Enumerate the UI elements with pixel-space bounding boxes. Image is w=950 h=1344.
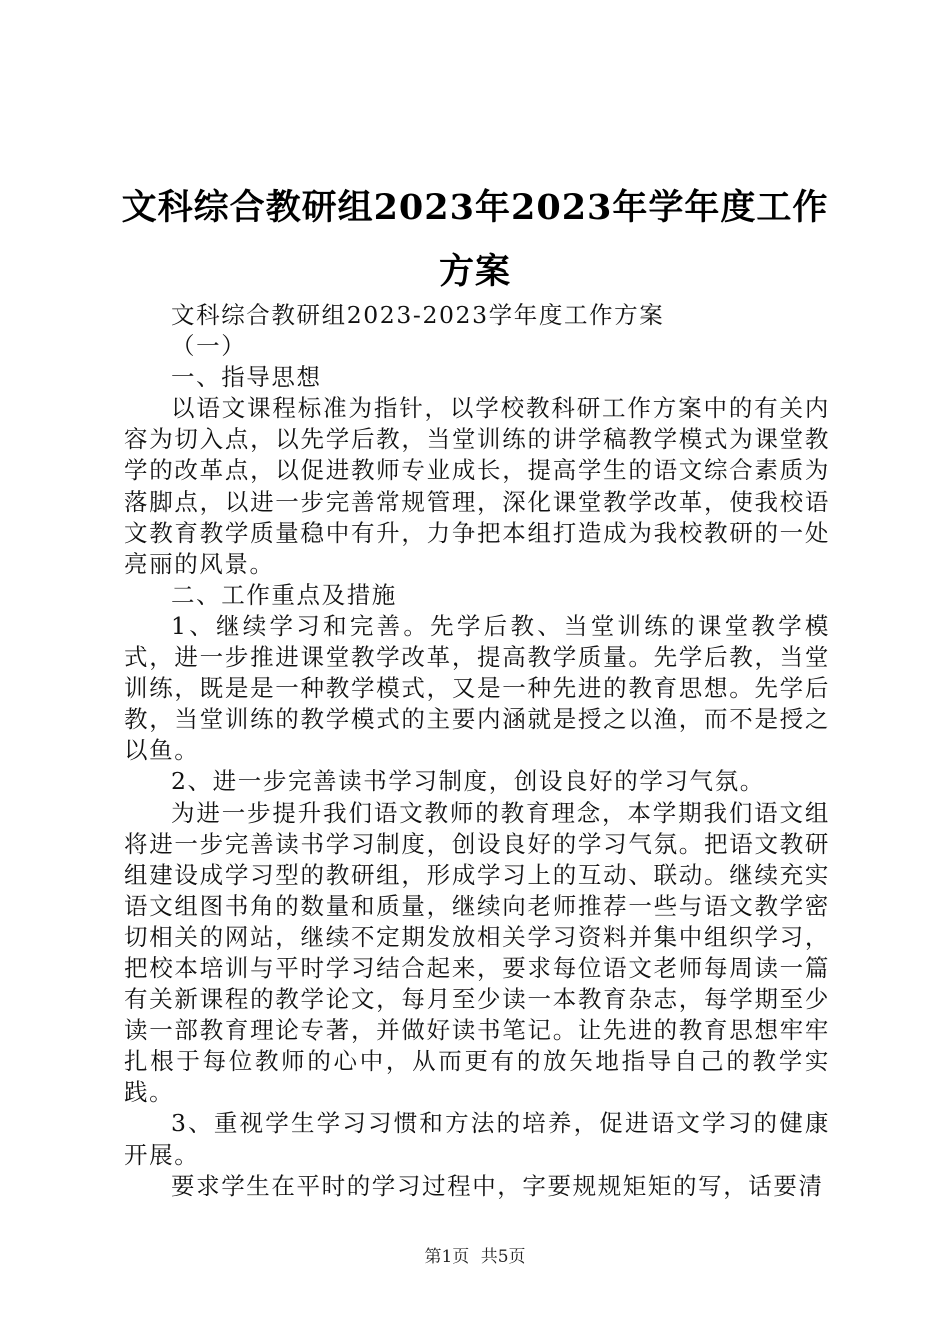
body-paragraph: 要求学生在平时的学习过程中，字要规规矩矩的写，话要清 bbox=[171, 1171, 824, 1200]
section-heading: 二、工作重点及措施 bbox=[171, 580, 397, 609]
body-paragraph: 3、重视学生学习习惯和方法的培养，促进语文学习的健康开展。 bbox=[124, 1109, 830, 1169]
page-footer bbox=[0, 1242, 950, 1267]
body-paragraph: 2、进一步完善读书学习制度，创设良好的学习气氛。 bbox=[171, 767, 765, 796]
page-total: 共5页 bbox=[480, 1247, 526, 1267]
subtitle-paragraph: 文科综合教研组2023-2023学年度工作方案 bbox=[171, 301, 665, 329]
body-paragraph: 以语文课程标准为指针，以学校教科研工作方案中的有关内容为切入点，以先学后教，当堂训练的讲学稿教学模式为课堂教学的改革点，以促进教师专业成长，提高学生的语文综合素质为落脚点，以进一步完善常规管理，深化课堂教学改革，使我校语文教育教学质量稳中有升，力争把本组打造成为我校教研的一处亮丽的风景。 bbox=[124, 394, 830, 578]
body-paragraph: 为进一步提升我们语文教师的教育理念，本学期我们语文组将进一步完善读书学习制度，创设良好的学习气氛。把语文教研组建设成学习型的教研组，形成学习上的互动、联动。继续充实语文组图书角的数量和质量，继续向老师推荐一些与语文教学密切相关的网站，继续不定期发放相关学习资料并集中组织学习，把校本培训与平时学习结合起来，要求每位语文老师每周读一篇有关新课程的教学论文，每月至少读一本教育杂志，每学期至少读一部教育理论专著，并做好读书笔记。让先进的教育思想牢牢扎根于每位教师的心中，从而更有的放矢地指导自己的教学实践。 bbox=[124, 798, 830, 1107]
document-title: 文科综合教研组2023年2023年学年度工作方案 bbox=[121, 187, 829, 292]
section-marker: （一） bbox=[171, 332, 247, 361]
document-body bbox=[124, 300, 830, 1202]
body-paragraph: 1、继续学习和完善。先学后教、当堂训练的课堂教学模式，进一步推进课堂教学改革，提高教学质量。先学后教，当堂训练，既是是一种教学模式，又是一种先进的教育思想。先学后教，当堂训练的教学模式的主要内涵就是授之以渔，而不是授之以鱼。 bbox=[124, 611, 830, 765]
section-heading: 一、指导思想 bbox=[171, 363, 322, 392]
page-number: 第1页 bbox=[424, 1247, 470, 1267]
